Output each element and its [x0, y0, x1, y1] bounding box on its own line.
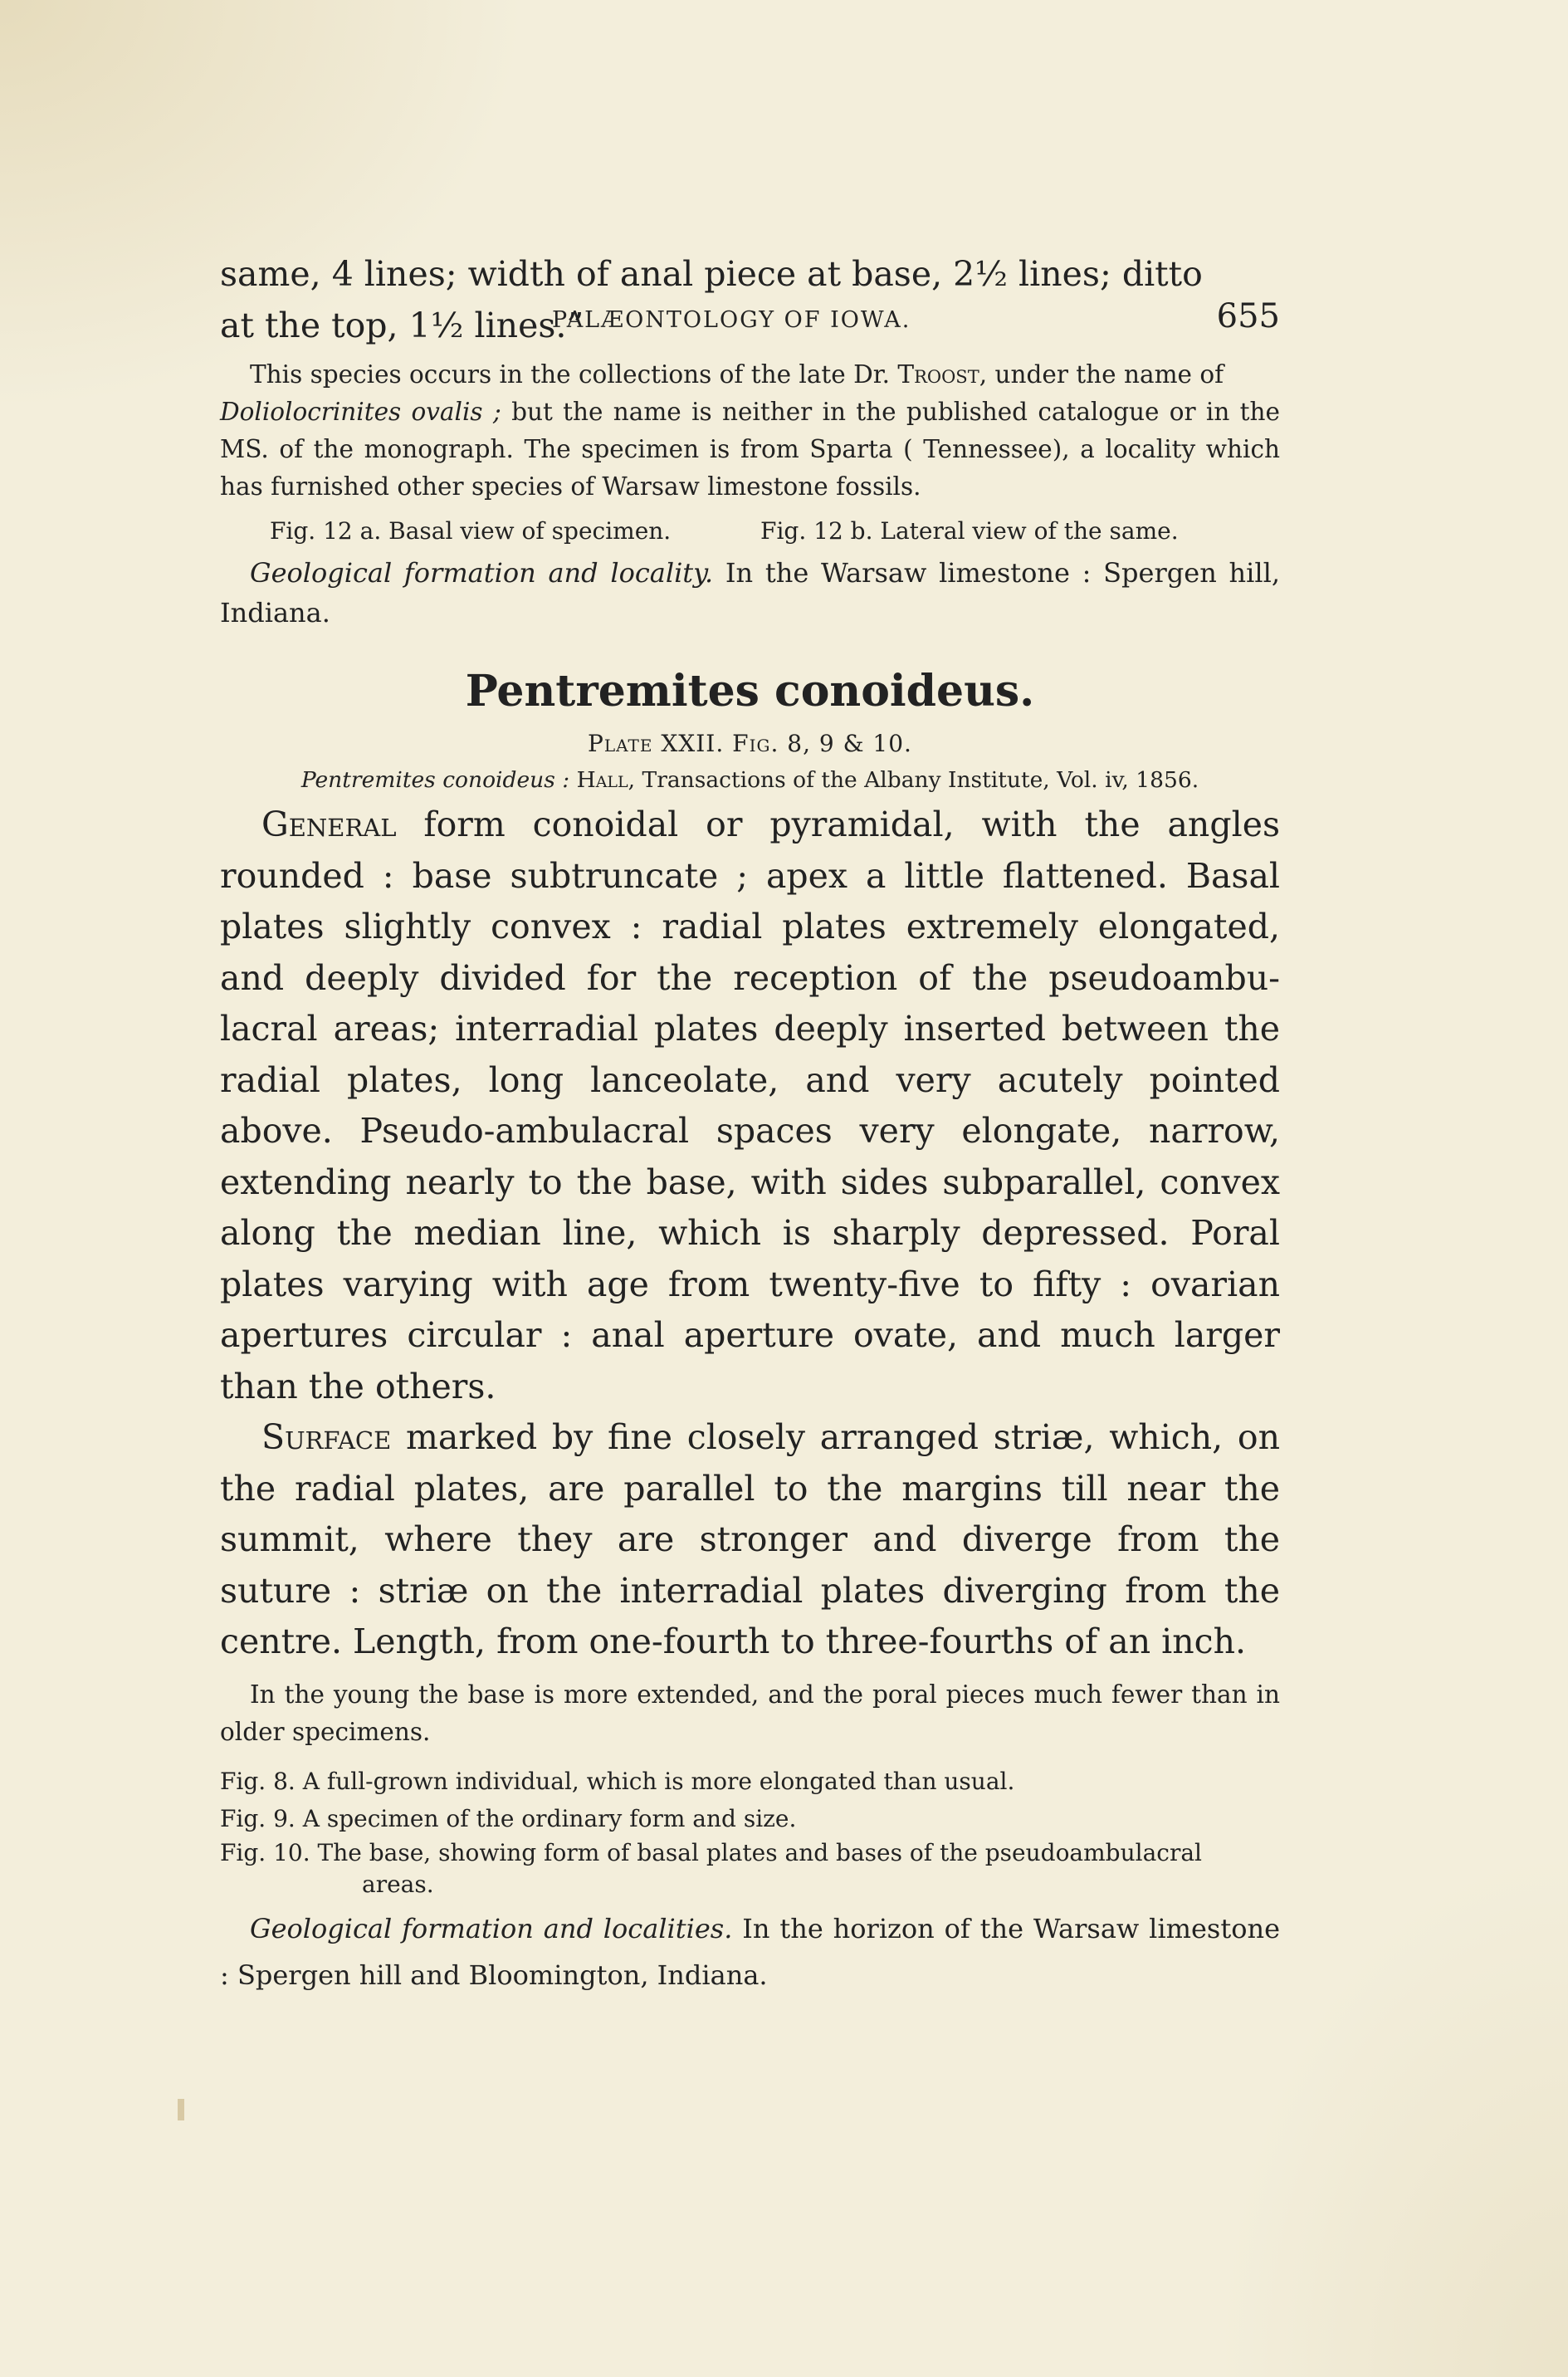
margin-mark — [178, 2099, 184, 2120]
geo-locality-2 — [220, 1905, 1280, 1998]
geo-locality-1 — [220, 553, 1280, 633]
figure-label: Fig. 8. — [220, 1767, 296, 1795]
general-description — [220, 800, 1280, 1412]
continuation-line-1: same, 4 lines; width of anal piece at base, 2½ lines; ditto — [220, 254, 1203, 294]
troost-note-text-3: but the name is neither in the published catalogue or in the MS. of the monograph. The specimen is from Sparta ( Tennessee), a locality which has furnished other species of Warsaw limestone fossils. — [220, 398, 1280, 501]
troost-note-text-2: , under the name of — [979, 360, 1224, 389]
geo-label-2: Geological formation and localities. — [250, 1912, 733, 1944]
text-column — [220, 249, 1280, 1998]
surface-description — [220, 1412, 1280, 1668]
citation-species: Pentremites conoideus : — [300, 767, 570, 793]
species-title: Pentremites conoideus. — [465, 666, 1035, 717]
citation — [220, 767, 1280, 793]
figure-entry — [220, 1837, 1280, 1900]
running-title: PALÆONTOLOGY OF IOWA. — [552, 307, 911, 333]
geo-text-1: In the Warsaw limestone : Spergen hill, Indiana. — [220, 557, 1281, 628]
fig12b-caption: Fig. 12 b. Lateral view of the same. — [760, 517, 1179, 545]
geo-label-1: Geological formation and locality. — [250, 557, 714, 589]
fig12a-caption: Fig. 12 a. Basal view of specimen. — [270, 517, 672, 545]
figure-text: A full-grown individual, which is more elongated than usual. — [302, 1767, 1015, 1795]
page-number: 655 — [1216, 297, 1280, 335]
plate-reference: Plate XXII. Fig. 8, 9 & 10. — [588, 730, 912, 757]
continuation-line-2: at the top, 1½ lines.” — [220, 305, 584, 345]
geo-text-2: In the horizon of the Warsaw limestone : Spergen hill and Bloomington, Indiana. — [220, 1912, 1281, 1991]
continuation-text — [220, 249, 1280, 351]
troost-note-text: This species occurs in the collections of the late Dr. — [250, 360, 898, 389]
citation-text: , Transactions of the Albany Institute, Vol. iv, 1856. — [628, 767, 1199, 793]
figure-entry — [220, 1763, 1280, 1800]
troost-note — [220, 356, 1280, 506]
species-name-doliolocrinites: Doliolocrinites ovalis ; — [220, 398, 501, 426]
general-lead: General — [261, 805, 397, 844]
figure-text: The base, showing form of basal plates and bases of the pseudoambulacral areas. — [317, 1838, 1202, 1898]
figure-text: A specimen of the ordinary form and size. — [302, 1804, 797, 1832]
figure-entry — [220, 1800, 1280, 1837]
general-text: form conoidal or pyramidal, with the angles rounded : base subtruncate ; apex a little flattened. Basal plates slightly convex : radial plates extremely elongated, and deeply divided for the reception of the pseudoambulacral areas; interradial plates deeply inserted between the radial plates, long lanceolate, and very acutely pointed above. Pseudo-ambulacral spaces very elongate, narrow, extending nearly to the base, with sides subparallel, convex along the median line, which is sharply depressed. Poral plates varying with age from twenty-five to fifty : ovarian apertures circular : anal aperture ovate, and much larger than the others. — [220, 805, 1280, 1406]
young-note: In the young the base is more extended, and the poral pieces much fewer than in older specimens. — [220, 1680, 1280, 1746]
figure-list — [220, 1763, 1280, 1900]
author-troost: Troost — [897, 360, 979, 389]
surface-text: marked by fine closely arranged striæ, which, on the radial plates, are parallel to the margins till near the summit, where they are stronger and diverge from the suture : striæ on the interradial plates diverging from the centre. Length, from one-fourth to three-fourths of an inch. — [220, 1417, 1280, 1661]
surface-lead: Surface — [261, 1417, 392, 1457]
citation-author: Hall — [569, 767, 628, 793]
figure-label: Fig. 10. — [220, 1838, 310, 1866]
fig12-captions — [220, 512, 1280, 550]
figure-label: Fig. 9. — [220, 1804, 296, 1832]
